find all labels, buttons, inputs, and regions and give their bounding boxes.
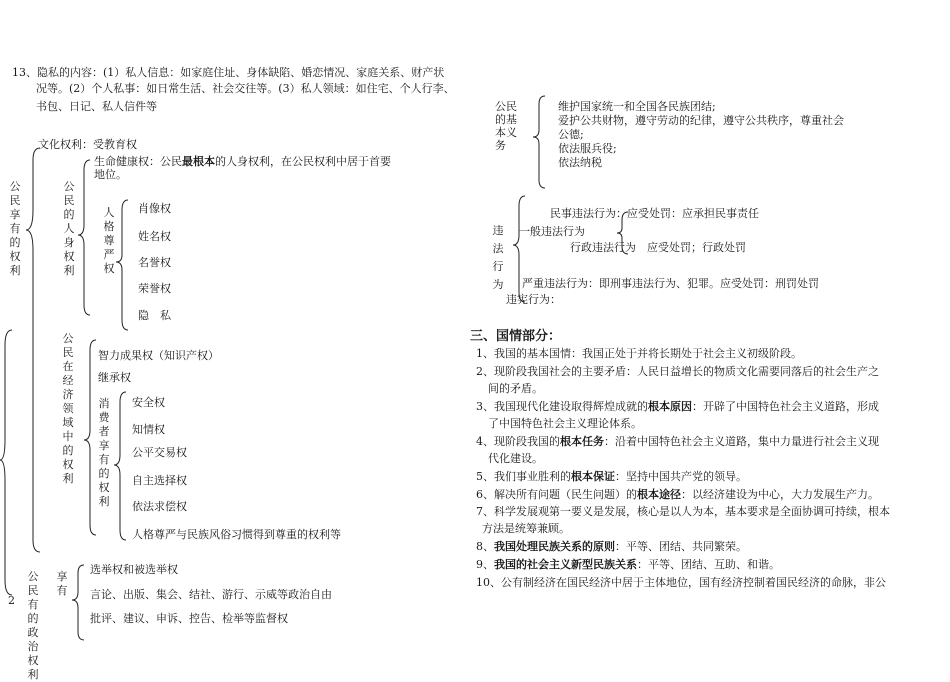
national-item: 2、现阶段我国社会的主要矛盾：人民日益增长的物质文化需要同落后的社会生产之: [476, 365, 879, 378]
econ-item: 智力成果权（知识产权）: [98, 349, 219, 362]
general-brace: [617, 212, 628, 254]
econ-item: 继承权: [98, 371, 131, 384]
political-rights-group: 公民有的政治权利: [27, 570, 39, 681]
consumer-rights-group: 消费者享有的权利: [98, 397, 110, 508]
privacy-line-2: 况等。(2）个人私事：如日常生活、社会交往等。(3）私人领域：如住宅、个人行李、: [36, 82, 455, 95]
political-item: 言论、出版、集会、结社、游行、示威等政治自由: [90, 588, 332, 601]
duties-brace: [533, 96, 545, 188]
dignity-item: 隐 私: [138, 309, 171, 322]
item-bold: 根本途径: [637, 488, 681, 501]
national-item-cont: 代化建设。: [488, 452, 543, 465]
dignity-item: 姓名权: [138, 230, 171, 243]
national-item: 1、我国的基本国情：我国正处于并将长期处于社会主义初级阶段。: [476, 347, 802, 360]
item-post: ：平等、团结、共同繁荣。: [615, 540, 747, 553]
dignity-item: 荣誉权: [138, 282, 171, 295]
life-health-pre: 生命健康权：公民: [94, 155, 182, 168]
civil-violation: 民事违法行为：应受处罚：应承担民事责任: [550, 207, 759, 220]
political-rights-group-2: 享有: [56, 570, 68, 597]
person-brace: [78, 160, 90, 315]
item-post: ：坚持中国共产党的领导。: [615, 470, 747, 483]
serious-violation: 严重违法行为：即刑事违法行为、犯罪。应受处罚：刑罚处罚: [522, 277, 819, 290]
person-rights-group: 公民的人身权利: [63, 180, 75, 277]
national-item: 7、科学发展观第一要义是发展，核心是以人为本，基本要求是全面协调可持续，根本: [476, 505, 890, 518]
dignity-group: 人格尊严权: [103, 206, 115, 275]
dignity-brace: [116, 200, 128, 330]
duty-item: 依法纳税: [558, 156, 602, 169]
item-bold: 根本保证: [571, 470, 615, 483]
econ-rights-group: 公民在经济领域中的权利: [62, 332, 74, 485]
life-health-post: 的人身权利，在公民权利中居于首要: [215, 155, 391, 168]
consumer-item: 安全权: [132, 396, 165, 409]
admin-violation: 行政违法行为 应受处罚；行政处罚: [570, 241, 746, 254]
privacy-line-3: 书包、日记、私人信件等: [36, 100, 157, 113]
rights-brace: [26, 148, 40, 552]
item-pre: 3、我国现代化建设取得辉煌成就的: [476, 400, 648, 413]
political-item: 选举权和被选举权: [90, 563, 178, 576]
item-pre: 4、现阶段我国的: [476, 435, 560, 448]
national-item-cont: 方法是统筹兼顾。: [482, 522, 570, 535]
consumer-item: 自主选择权: [132, 474, 187, 487]
item-pre: 5、我们事业胜利的: [476, 470, 571, 483]
illegal-brace: [513, 196, 525, 302]
national-item-cont: 了中国特色社会主义理论体系。: [488, 417, 642, 430]
national-title: 三、国情部分：: [470, 329, 562, 344]
item-pre: 8、: [476, 540, 494, 553]
national-item-cont: 间的矛盾。: [488, 382, 543, 395]
life-health-bold: 最根本: [182, 155, 215, 168]
item-bold: 根本任务: [560, 435, 604, 448]
dignity-item: 名誉权: [138, 256, 171, 269]
consumer-item: 知情权: [132, 423, 165, 436]
duty-item: 维护国家统一和全国各民族团结;: [558, 100, 716, 113]
outer-brace: [0, 330, 12, 595]
item-bold: 根本原因: [648, 400, 692, 413]
consumer-item: 公平交易权: [132, 446, 187, 459]
duty-item: 公德;: [558, 128, 584, 141]
item-post: ：以经济建设为中心，大力发展生产力。: [681, 488, 879, 501]
item-bold: 我国的社会主义新型民族关系: [494, 558, 637, 571]
page-number: 2: [8, 594, 15, 607]
political-item: 批评、建议、申诉、控告、检举等监督权: [90, 612, 288, 625]
consumer-item: 依法求偿权: [132, 500, 187, 513]
national-item: 10、公有制经济在国民经济中居于主体地位，国有经济控制着国民经济的命脉，非公: [476, 576, 886, 589]
unconstitutional-label: 违宪行为：: [506, 293, 561, 306]
culture-right: 文化权利：受教育权: [38, 138, 137, 151]
life-health-line-2: 地位。: [94, 168, 127, 181]
item-bold: 我国处理民族关系的原则: [494, 540, 615, 553]
item-post: ：沿着中国特色社会主义道路，集中力量进行社会主义现: [604, 435, 879, 448]
consumer-item: 人格尊严与民族风俗习惯得到尊重的权利等: [132, 528, 341, 541]
dignity-item: 肖像权: [138, 202, 171, 215]
consumer-brace: [114, 392, 126, 540]
illegal-group: 违法行为: [492, 224, 504, 291]
general-violation: 一般违法行为: [519, 225, 585, 238]
rights-title: 公民享有的权利: [9, 180, 21, 277]
econ-brace: [84, 340, 96, 535]
duties-group: 公民的基本义务: [495, 100, 517, 152]
duty-item: 爱护公共财物，遵守劳动的纪律，遵守公共秩序，尊重社会: [558, 114, 844, 127]
duty-item: 依法服兵役;: [558, 142, 617, 155]
political-brace: [72, 565, 84, 640]
item-pre: 6、解决所有问题（民生问题）的: [476, 488, 637, 501]
item-pre: 9、: [476, 558, 494, 571]
privacy-line-1: 13、隐私的内容：(1）私人信息：如家庭住址、身体缺陷、婚恋情况、家庭关系、财产状: [12, 66, 445, 79]
item-post: ：平等、团结、互助、和谐。: [637, 558, 780, 571]
item-post: ：开辟了中国特色社会主义道路，形成: [692, 400, 879, 413]
